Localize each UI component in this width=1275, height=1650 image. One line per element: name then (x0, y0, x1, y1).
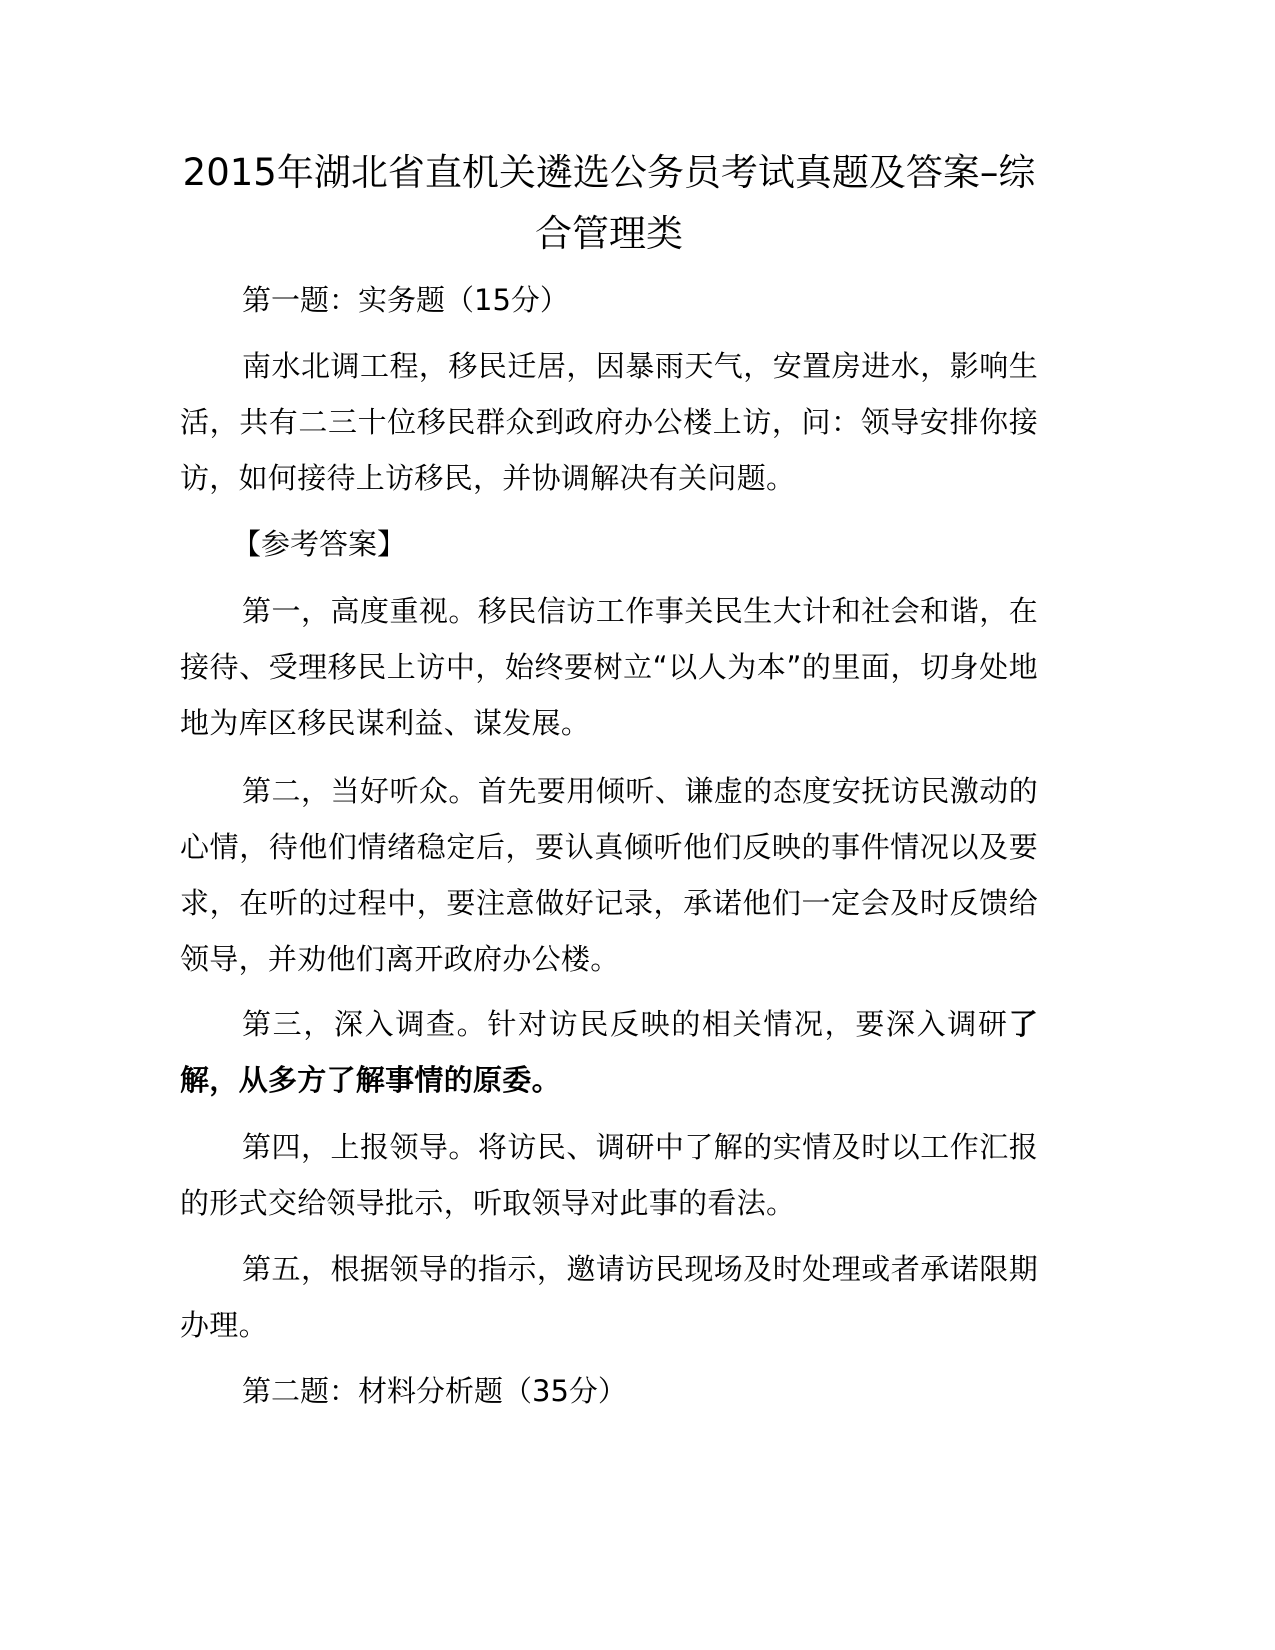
answer-point-1: 第一，高度重视。移民信访工作事关民生大计和社会和谐，在接待、受理移民上访中，始终要树立“以人为本”的里面，切身处地地为库区移民谋利益、谋发展。 (180, 594, 1038, 740)
answer-point-3-head: 第三，深入调查。针对访民反映的相关情况，要深入调研 (242, 1007, 1009, 1041)
answer-label: 【参考答案】 (232, 527, 407, 561)
answer-point-2: 第二，当好听众。首先要用倾听、谦虚的态度安抚访民激动的心情，待他们情绪稳定后，要认真倾听他们反映的事件情况以及要求，在听的过程中，要注意做好记录，承诺他们一定会及时反馈给领导，并劝他们离开政府办公楼。 (180, 774, 1038, 976)
question-2-heading: 第二题：材料分析题（35分） (242, 1374, 627, 1408)
answer-point-3 (180, 996, 1038, 1108)
answer-point-3-tail: 了解，从多方了解事情的原委。 (180, 1007, 1038, 1097)
question-1-heading: 第一题：实务题（15分） (242, 283, 569, 317)
answer-point-5: 第五，根据领导的指示，邀请访民现场及时处理或者承诺限期办理。 (180, 1252, 1038, 1342)
document-title: 2015年湖北省直机关遴选公务员考试真题及答案–综合管理类 (182, 151, 1036, 255)
question-1-stem: 南水北调工程，移民迁居，因暴雨天气，安置房进水，影响生活，共有二三十位移民群众到政府办公楼上访，问：领导安排你接访，如何接待上访移民，并协调解决有关问题。 (180, 349, 1038, 495)
answer-point-4: 第四，上报领导。将访民、调研中了解的实情及时以工作汇报的形式交给领导批示，听取领导对此事的看法。 (180, 1130, 1038, 1220)
